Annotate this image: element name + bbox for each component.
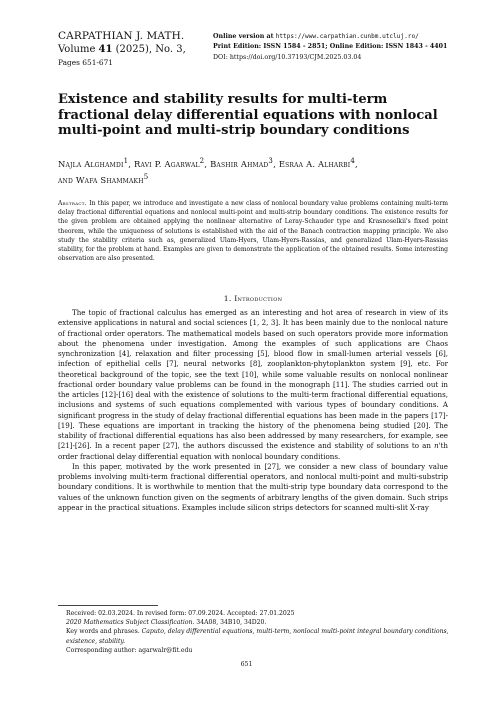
volume-line bbox=[58, 43, 218, 56]
abstract-label: Abstract. bbox=[58, 200, 87, 207]
msc-codes: 34A08, 34B10, 34D20. bbox=[194, 619, 267, 627]
keywords-label: Key words and phrases. bbox=[66, 628, 140, 636]
msc-label: 2020 Mathematics Subject Classification. bbox=[66, 619, 195, 627]
online-label: Online version at bbox=[213, 33, 276, 40]
author-name: Esraa A. Alharbi bbox=[278, 158, 351, 169]
online-url-link[interactable]: https://www.carpathian.cunbm.utcluj.ro/ bbox=[275, 33, 419, 40]
author-affiliation: 4 bbox=[350, 157, 356, 165]
doi-link[interactable]: DOI: https://doi.org/10.37193/CJM.2025.03.04 bbox=[213, 53, 362, 61]
author-conjunction: and bbox=[58, 174, 76, 185]
author-affiliation: 2 bbox=[199, 157, 205, 165]
author-affiliation: 3 bbox=[268, 157, 274, 165]
corresponding-author: Corresponding author: agarwalr@fit.edu bbox=[66, 646, 193, 654]
volume-number: 41 bbox=[98, 44, 113, 55]
msc-classification bbox=[66, 618, 450, 627]
publication-info bbox=[213, 32, 453, 63]
footnotes bbox=[66, 609, 450, 655]
paragraph-text: 'th order fractional delay differential equation with nonlocal boundary conditions. bbox=[58, 441, 448, 461]
issn-line: Print Edition: ISSN 1584 - 2851; Online Edition: ISSN 1843 - 4401 bbox=[213, 43, 448, 51]
page-range: Pages 651-671 bbox=[58, 58, 114, 67]
author-affiliation: 1 bbox=[123, 157, 129, 165]
paragraph: In this paper, motivated by the work presented in [27], we consider a new class of boundary value problems involving multi-term fractional differential operators, and nonlocal multi-point and multi-substrip boundary conditions. It is worthwhile to mention that the multi-strip type boundary data correspond to the values of the unknown function given on the segments of arbitrary lengths of the given domain. Such strips appear in the practical situations. Examples include silicon strips detectors for scanned multi-slit X-ray bbox=[58, 461, 448, 512]
paragraph bbox=[58, 308, 448, 462]
author-list: Najla Alghamdi$^1$, Ravi P. Agarwal$^2$, Bashir Ahmad$^3$, Esraa A. Alharbi$^4$, and Wafa Shammakh$^5$ bbox=[58, 157, 358, 185]
math-variable: n bbox=[434, 441, 439, 451]
footnote-divider bbox=[58, 605, 158, 606]
journal-header bbox=[58, 30, 218, 69]
author-name: Wafa Shammakh bbox=[75, 174, 144, 185]
author-name: Ravi P. Agarwal bbox=[133, 158, 200, 169]
section-heading: 1. Introduction bbox=[223, 294, 283, 303]
abstract-text: In this paper, we introduce and investigate a new class of nonlocal boundary value problems containing multi-term delay fractional differential equations and nonlocal multi-point and multi-strip boundary conditions. The existence results for the given problem are obtained applying the nonlinear alternative of Leray-Schauder type and Krasnoselkii's fixed point theorem, while the uniqueness of solutions is established with the aid of the Banach contraction mapping principle. We also study the stability criteria such as, generalized Ulam-Hyers, Ulam-Hyers-Rassias, and generalized Ulam-Hyers-Rassias stability, for the problem at hand. Examples are given to demonstrate the application of the obtained results. Some interesting observation are also presented. bbox=[58, 200, 448, 263]
page-number: 651 bbox=[240, 661, 253, 668]
author-name: Najla Alghamdi bbox=[58, 158, 124, 169]
introduction-body bbox=[58, 308, 448, 513]
abstract bbox=[58, 199, 448, 263]
received-dates: Received: 02.03.2024. In revised form: 07.09.2024. Accepted: 27.01.2025 bbox=[66, 610, 295, 617]
journal-name: CARPATHIAN J. MATH. bbox=[58, 30, 185, 42]
keywords bbox=[66, 627, 450, 645]
keywords-text: Caputo, delay differential equations, multi-term, nonlocal multi-point integral boundary conditions, existence, stability. bbox=[66, 628, 449, 645]
online-version bbox=[213, 32, 453, 42]
author-name: Bashir Ahmad bbox=[210, 158, 269, 169]
paragraph-text: The topic of fractional calculus has emerged as an interesting and hot area of research in view of its extensive applications in natural and social sciences [1, 2, 3]. It has been mainly due to the nonlocal nature of fractional order operators. The mathematical models based on such operators provide more information about the phenomena under investigation. Among the examples of such applications are Chaos synchronization [4], relaxation and filter processing [5], blood flow in small-lumen arterial vessels [6], infection of epithelial cells [7], neural networks [8], zooplankton-phytoplankton system [9], etc. For theoretical background of the topic, see the text [10], while some valuable results on nonlocal nonlinear fractional order boundary value problems can be found in the monograph [11]. The studies carried out in the articles [12]-[16] deal with the existence of solutions to the multi-term fractional differential equations, inclusions and systems of such equations complemented with various types of boundary conditions. A significant progress in the study of delay fractional differential equations has been made in the papers [17]-[19]. These equations are important in tracking the history of the phenomena being studied [20]. The stability of fractional differential equations has also been addressed by many researchers, for example, see [21]-[26]. In a recent paper [27], the authors discussed the existence and stability of solutions to an bbox=[58, 308, 448, 451]
author-affiliation: 5 bbox=[143, 172, 149, 181]
volume-prefix: Volume bbox=[58, 44, 99, 55]
paper-title: Existence and stability results for multi-term fractional delay differential equations with nonlocal multi-point and multi-strip boundary conditions bbox=[58, 92, 438, 138]
volume-suffix: (2025), No. 3, bbox=[112, 44, 186, 55]
